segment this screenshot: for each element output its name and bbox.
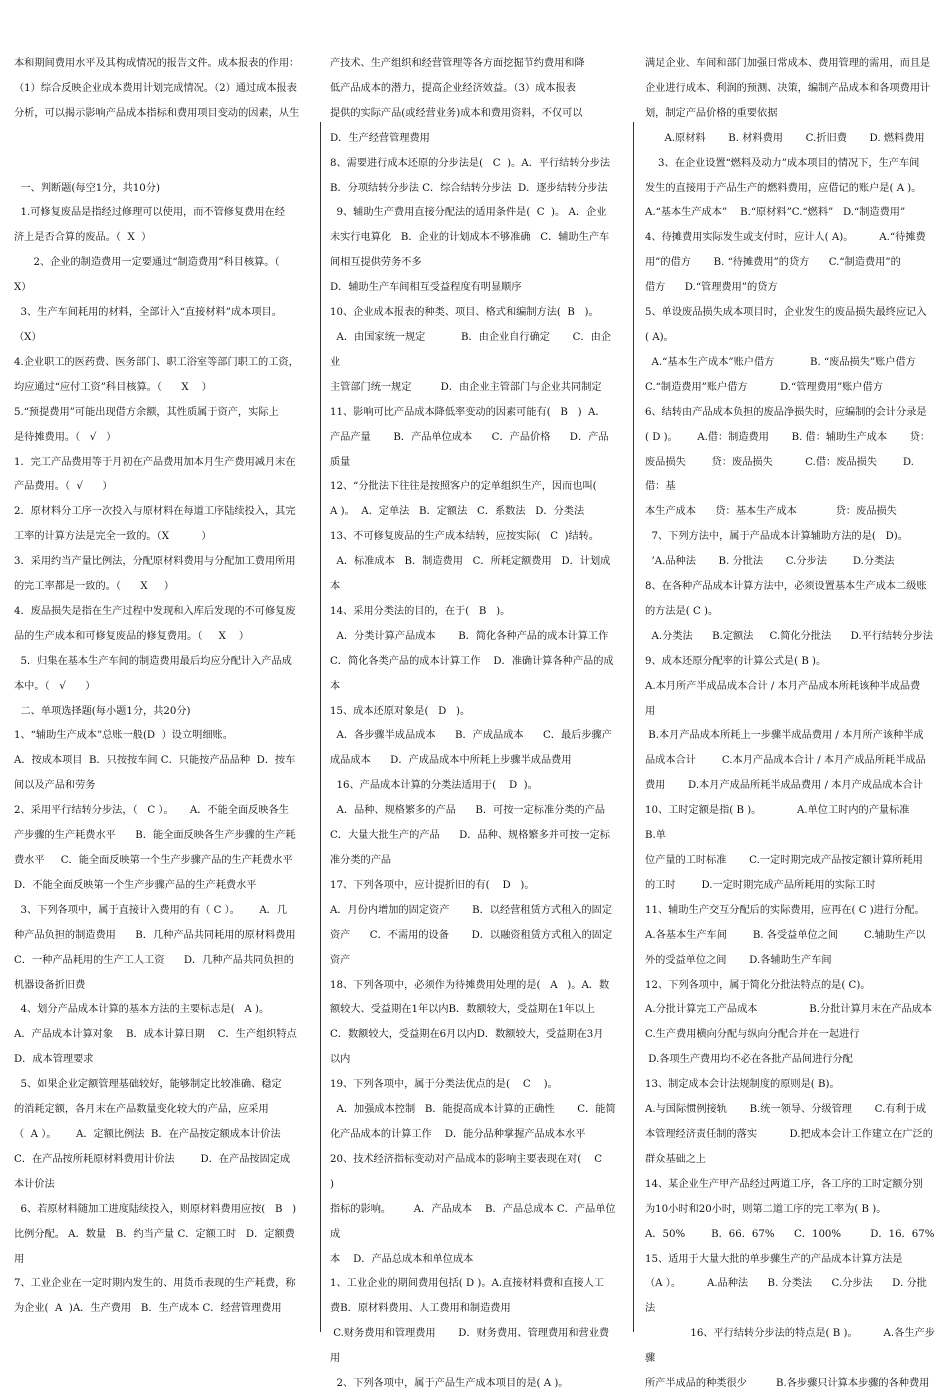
text-line: 本管理经济责任制的落实 D.把成本会计工作建立在广泛的	[645, 1128, 933, 1140]
text-line	[14, 127, 304, 152]
text-line: 资产 C．不需用的设备 D．以融资租赁方式租入的固定	[330, 929, 613, 941]
text-line: 5、如果企业定额管理基础较好，能够制定比较准确、稳定	[14, 1079, 282, 1091]
text-line: C．一种产品耗用的生产工人工资 D．几种产品共同负担的	[14, 954, 294, 966]
text-line: 外的受益单位之间 D.各辅助生产车间	[645, 954, 832, 966]
text-line: C．数额较大，受益期在6月以内D．数额较大，受益期在3月	[330, 1029, 604, 1041]
text-line: 的消耗定额，各月末在产品数量变化较大的产品，应采用	[14, 1104, 269, 1116]
text-line: 企业进行成本、利润的预测、决策，编制产品成本和各项费用计	[645, 82, 931, 94]
text-line: 11、影响可比产品成本降低率变动的因素可能有( B ) A．	[330, 406, 606, 418]
text-line: 产步骤的生产耗费水平 B．能全面反映各生产步骤的生产耗	[14, 830, 296, 842]
text-column-left	[14, 52, 304, 1315]
text-line: 1.可修复废品是指经过修理可以使用，而不管修复费用在经	[14, 207, 285, 219]
text-line: C.生产费用横向分配与纵向分配合并在一起进行	[645, 1029, 860, 1041]
text-line: 间相互提供劳务不多	[330, 257, 422, 269]
text-line: 指标的影响。 A．产品成本 B．产品总成本 C．产品单位成	[330, 1203, 616, 1240]
text-line: ’A.品种法 B. 分批法 C.分步法 D.分类法	[645, 556, 895, 568]
text-line: 12、“分批法下往往是按照客户的定单组织生产，因而也叫(	[330, 481, 597, 493]
text-line: 5、单设废品损失成本项目时，企业发生的废品损失最终应记入	[645, 307, 927, 319]
text-line: 15、成本还原对象是( D )。	[330, 705, 471, 717]
text-line: 14、采用分类法的目的，在于( B )。	[330, 605, 511, 617]
text-line: C．在产品按所耗原材料费用计价法 D．在产品按固定成	[14, 1153, 291, 1165]
text-line: 成品成本 D．产成品成本中所耗上步骤半成品费用	[330, 755, 572, 767]
text-line: 6、若原材料随加工进度陆续投入，则原材料费用应按( B )	[14, 1203, 297, 1215]
text-line: A．分类计算产品成本 B．简化各种产品的成本计算工作	[330, 630, 609, 642]
text-line: 1、工业企业的期间费用包括( D )。A.直接材料费和直接人工	[330, 1278, 604, 1290]
text-line: 10、工时定额是指( B )。 A.单位工时内的产量标准 B.单	[645, 805, 933, 842]
text-line: 9、成本还原分配率的计算公式是( B )。	[645, 655, 827, 667]
text-line: ( A)。	[645, 331, 674, 343]
text-line: 11、辅助生产交互分配后的实际费用，应再在( C )进行分配。	[645, 904, 925, 916]
text-line: C.“制造费用”账户借方 D.“管理费用”账户借方	[645, 381, 883, 393]
text-line: 4、待摊费用实际发生或支付时，应计人( A)。 A.“待摊费	[645, 232, 926, 244]
text-line: 4.企业职工的医药费、医务部门、职工浴室等部门职工的工资，	[14, 356, 299, 368]
text-line: A.本月所产半成品成本合计 / 本月产品成本所耗该种半成品费	[645, 680, 921, 692]
text-line: 工率的计算方法是完全一致的。（X ）	[14, 531, 212, 543]
text-line: 以内	[330, 1054, 351, 1066]
text-line: 13、不可修复废品的生产成本结转，应按实际( C )结转。	[330, 531, 600, 543]
text-line: 8、需要进行成本还原的分步法是( C )。A．平行结转分步法	[330, 157, 611, 169]
text-line: 4．废品损失是指在生产过程中发现和入库后发现的不可修复废	[14, 605, 296, 617]
text-line: 6、结转由产品成本负担的废品净损失时，应编制的会计分录是	[645, 406, 927, 418]
text-line: 的完工率都是一致的。（ X ）	[14, 581, 175, 593]
text-line: 均应通过“应付工资”科目核算。（ X ）	[14, 381, 212, 393]
text-line: A．品种、规格繁多的产品 B．可按一定标准分类的产品	[330, 805, 606, 817]
text-line: A.原材料 B. 材料费用 C.折旧费 D. 燃料费用	[645, 132, 925, 144]
text-line: 用	[330, 1353, 341, 1365]
text-line: 化产品成本的计算工作 D．能分品种掌握产品成本水平	[330, 1128, 586, 1140]
text-line: 额较大、受益期在1年以内B．数额较大，受益期在1年以上	[330, 1004, 595, 1016]
text-line: 群众基础之上	[645, 1153, 707, 1165]
text-line: 本	[330, 680, 341, 692]
column-divider	[320, 122, 321, 1332]
text-line: 品成本合计 C.本月产品成本合计 / 本月产成品所耗半成品	[645, 755, 926, 767]
text-line: 分析，可以揭示影响产品成本指标和费用项目变动的因素，从生	[14, 107, 300, 119]
text-line: 所产半成品的种类很少 B.各步骤只计算本步骤的各种费用	[645, 1378, 930, 1390]
text-line: D．生产经营管理费用	[330, 132, 430, 144]
column-divider	[633, 122, 634, 1332]
text-line: 4、划分产品成本计算的基本方法的主要标志是( A )。	[14, 1004, 270, 1016]
text-line: C．大量大批生产的产品 D．品种、规格繁多并可按一定标	[330, 830, 610, 842]
text-line: 14、某企业生产甲产品经过两道工序，各工序的工时定额分别	[645, 1178, 923, 1190]
text-line: 10、企业成本报表的种类、项目、格式和编制方法( B )。	[330, 307, 599, 319]
text-line: 本计价法	[14, 1178, 55, 1190]
text-line: A.“基本生产成本” B.“原材料”C.“燃料” D.“制造费用”	[645, 207, 906, 219]
text-line: C.财务费用和管理费用 D．财务费用、管理费用和营业费	[330, 1328, 610, 1340]
text-line: 18、下列各项中，必须作为待摊费用处理的是( A )。A．数	[330, 979, 610, 991]
text-line: 用”的借方 B. “待摊费用”的贷方 C.“制造费用”的	[645, 257, 901, 269]
text-line: 低产品成本的潜力，提高企业经济效益。（3）成本报表	[330, 82, 576, 94]
text-line: 一、判断题(每空1分，共10分)	[14, 182, 160, 194]
text-line: 主管部门统一规定 D．由企业主管部门与企业共同制定	[330, 381, 602, 393]
text-line	[14, 152, 304, 177]
text-line: 13、制定成本会计法规制度的原则是( B)。	[645, 1079, 840, 1091]
text-line: 12、下列各项中，属于简化分批法特点的是( C)。	[645, 979, 871, 991]
text-line: A.“基本生产成本”账户借方 B. “废品损失”账户借方	[645, 356, 916, 368]
text-line: X）	[14, 282, 32, 294]
text-line: 费用 D.本月产成品所耗半成品费用 / 本月产成品成本合计	[645, 780, 923, 792]
text-line: 废品损失 贷：废品损失 C.借：废品损失 D. 借：基	[645, 456, 918, 493]
text-line: 3、下列各项中，属于直接计入费用的有（ C ）。 A．几	[14, 904, 288, 916]
text-line: 为10小时和20小时，则第二道工序的完工率为( B )。	[645, 1203, 887, 1215]
text-line: A．由国家统一规定 B．由企业自行确定 C．由企业	[330, 331, 611, 368]
text-line: 9、辅助生产费用直接分配法的适用条件是( C )。 A．企业	[330, 207, 607, 219]
text-line: 3、生产车间耗用的材料，全部计入“直接材料”成本项目。	[14, 307, 282, 319]
text-line: 是待摊费用。（ √ ）	[14, 431, 117, 443]
text-line: D.各项生产费用均不必在各批产品间进行分配	[645, 1054, 853, 1066]
text-line: 16、产品成本计算的分类法适用于( D )。	[330, 780, 538, 792]
text-line: D．不能全面反映第一个生产步骤产品的生产耗费水平	[14, 879, 257, 891]
text-line: A )。 A．定单法 B．定额法 C．系数法 D．分类法	[330, 506, 585, 518]
text-line: 划，制定产品价格的重要依据	[645, 107, 778, 119]
text-line: 质量	[330, 456, 351, 468]
text-line: 用	[645, 705, 656, 717]
text-line: 未实行电算化 B．企业的计划成本不够准确 C．辅助生产车	[330, 232, 610, 244]
text-line: A．标准成本 B．制造费用 C．所耗定额费用 D．计划成本	[330, 556, 611, 593]
text-line: 产品产量 B．产品单位成本 C．产品价格 D．产品	[330, 431, 609, 443]
text-line: 2．原材料分工序一次投入与原材料在每道工序陆续投入，其完	[14, 506, 296, 518]
text-line: A.分批计算完工产品成本 B.分批计算月末在产品成本	[645, 1004, 933, 1016]
text-line: 位产量的工时标准 C.一定时期完成产品按定额计算所耗用	[645, 855, 923, 866]
text-line: 比例分配。 A．数量 B．约当产量 C．定额工时 D．定额费	[14, 1228, 295, 1240]
text-line: 发生的直接用于产品生产的燃料费用，应借记的账户是( A )。	[645, 182, 922, 194]
text-line: 间以及产品和劳务	[14, 780, 96, 792]
text-line: 2、企业的制造费用一定要通过“制造费用”科目核算。（	[14, 257, 280, 269]
text-line: 二、单项选择题(每小题1分，共20分)	[14, 705, 191, 717]
text-line: 的工时 D.一定时期完成产品所耗用的实际工时	[645, 879, 876, 891]
text-line: 产技术、生产组织和经营管理等各方面挖掘节约费用和降	[330, 58, 585, 69]
text-line: 3、在企业设置“燃料及动力”成本项目的情况下，生产车间	[645, 157, 920, 169]
text-line: A.与国际惯例接轨 B.统一领导、分级管理 C.有利于成	[645, 1104, 927, 1116]
text-line: 的方法是( C )。	[645, 605, 719, 617]
text-line: ( D )。 A.借：制造费用 B. 借：辅助生产成本 贷：	[645, 431, 931, 443]
text-line: 20、技术经济指标变动对产品成本的影响主要表现在对( C )	[330, 1153, 615, 1190]
text-line: 资产	[330, 954, 351, 966]
text-line: 8、在各种产品成本计算方法中，必须设置基本生产成本二级账	[645, 581, 927, 593]
text-line: 本和期间费用水平及其构成情况的报告文件。成本报表的作用：	[14, 58, 300, 69]
text-line: A．产品成本计算对象 B．成本计算日期 C．生产组织特点	[14, 1029, 297, 1041]
text-line: 19、下列各项中，属于分类法优点的是( C )。	[330, 1079, 558, 1091]
text-line: A.各基本生产车间 B. 各受益单位之间 C.辅助生产以	[645, 929, 926, 941]
text-line: 本 D．产品总成本和单位成本	[330, 1253, 474, 1265]
text-line: A．按成本项目 B．只按按车间 C．只能按产品品种 D．按车	[14, 755, 296, 767]
text-line: 用	[14, 1253, 25, 1265]
text-line: 17、下列各项中，应计提折旧的有( D )。	[330, 879, 535, 891]
text-line: 15、适用于大量大批的单步骤生产的产品成本计算方法是	[645, 1253, 903, 1265]
text-line: 费水平 C．能全面反映第一个生产步骤产品的生产耗费水平	[14, 855, 293, 866]
text-line: A．加强成本控制 B．能提高成本计算的正确性 C．能简	[330, 1104, 616, 1116]
text-line: 本中。（ √ ）	[14, 680, 96, 692]
text-line: 品的生产成本和可修复废品的修复费用。（ X ）	[14, 630, 250, 642]
text-line: A．50% B．66．67% C．100% D．16．67%	[645, 1228, 935, 1240]
text-line: A.分类法 B.定额法 C.简化分批法 D.平行结转分步法	[645, 630, 933, 642]
text-line: B.本月产品成本所耗上一步骤半成品费用 / 本月所产该种半成	[645, 730, 924, 742]
text-column-middle	[330, 52, 618, 1390]
text-line: 16、平行结转分步法的特点是( B )。 A.各生产步骤	[645, 1328, 935, 1365]
text-line: 1、“辅助生产成本”总账一般(D ）设立明细账。	[14, 730, 233, 742]
text-line: 1．完工产品费用等于月初在产品费用加本月生产费用减月末在	[14, 456, 296, 468]
text-line: A．月份内增加的固定资产 B．以经营租赁方式租入的固定	[330, 904, 613, 916]
text-line: 5.“预提费用”可能出现借方余额，其性质属于资产，实际上	[14, 406, 279, 418]
text-line: （1）综合反映企业成本费用计划完成情况。（2）通过成本报表	[14, 82, 297, 94]
text-line: 2、下列各项中，属于产品生产成本项目的是( A )。	[330, 1378, 569, 1390]
text-line: 本生产成本 贷：基本生产成本 贷：废品损失	[645, 506, 897, 518]
text-line: （ A ）。 A．定额比例法 B．在产品按定额成本计价法	[14, 1128, 281, 1140]
text-line: A．各步骤半成品成本 B．产成品成本 C．最后步骤产	[330, 730, 612, 742]
text-line: 5．归集在基本生产车间的制造费用最后均应分配计入产品成	[14, 655, 292, 667]
text-line: C．简化各类产品的成本计算工作 D．准确计算各种产品的成	[330, 655, 614, 667]
text-line: 费B．原材料费用、人工费用和制造费用	[330, 1303, 511, 1315]
text-line: 满足企业、车间和部门加强日常成本、费用管理的需用，而且是	[645, 58, 931, 69]
text-line: B．分项结转分步法 C．综合结转分步法 D．逐步结转分步法	[330, 182, 608, 194]
text-line: 3．采用约当产量比例法，分配原材料费用与分配加工费用所用	[14, 556, 296, 568]
text-line: D．辅助生产车间相互受益程度有明显顺序	[330, 282, 522, 294]
text-line: （A ）。 A.品种法 B. 分类法 C.分步法 D. 分批法	[645, 1278, 927, 1315]
text-line: 为企业( A )A．生产费用 B．生产成本 C．经营管理费用	[14, 1303, 282, 1315]
text-line: 提供的实际产品(或经营业务)成本和费用资料，不仅可以	[330, 107, 583, 119]
text-line: 济上是否合算的废品。（ X ）	[14, 232, 152, 244]
text-line: （X）	[14, 331, 42, 343]
text-line: 准分类的产品	[330, 855, 392, 866]
text-line: 机器设备折旧费	[14, 979, 86, 991]
text-line: 种产品负担的制造费用 B．几种产品共同耗用的原材料费用	[14, 929, 296, 941]
text-line: 7、工业企业在一定时期内发生的、用货币表现的生产耗费，称	[14, 1278, 296, 1290]
text-line: 产品费用。（ √ ）	[14, 481, 113, 493]
text-line: D．成本管理要求	[14, 1054, 94, 1066]
text-line: 2、采用平行结转分步法，（ C ）。 A．不能全面反映各生	[14, 805, 289, 817]
text-line: 借方 D.“管理费用”的贷方	[645, 282, 778, 294]
text-column-right	[645, 52, 935, 1390]
text-line: 7、下列方法中，属于产品成本计算辅助方法的是( D)。	[645, 531, 908, 543]
